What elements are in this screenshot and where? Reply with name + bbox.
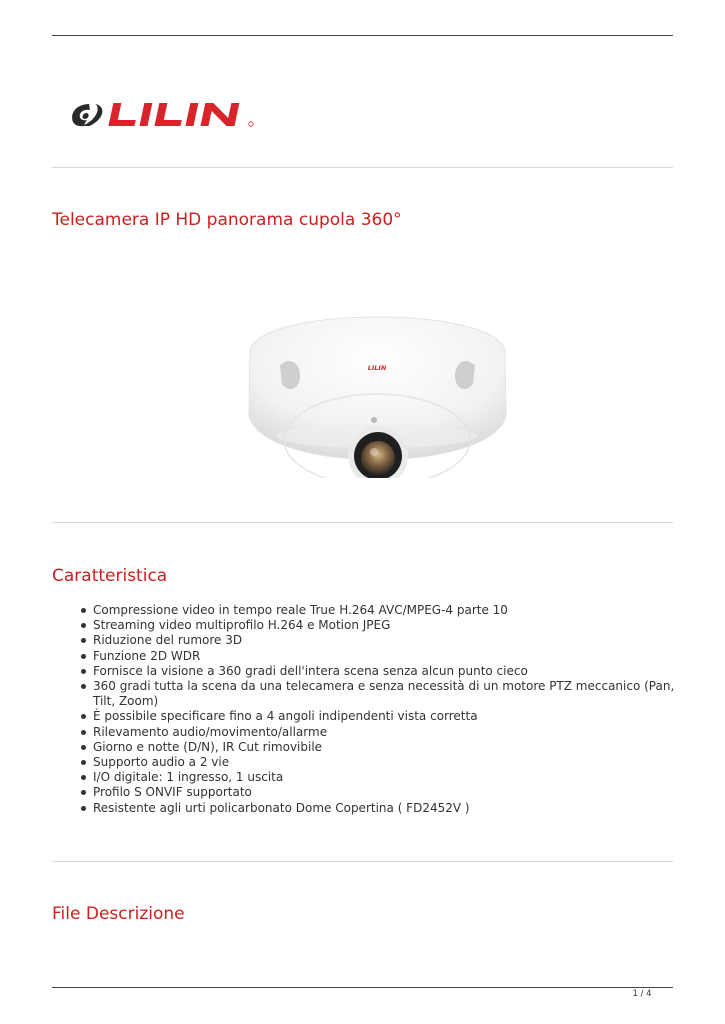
list-item: I/O digitale: 1 ingresso, 1 uscita: [78, 770, 678, 785]
lilin-logo: [70, 100, 256, 130]
features-heading: Caratteristica: [52, 566, 168, 586]
list-item: Streaming video multiprofilo H.264 e Motion JPEG: [78, 618, 678, 633]
features-list: [78, 603, 678, 816]
product-title: Telecamera IP HD panorama cupola 360°: [52, 210, 402, 230]
list-item: È possibile specificare fino a 4 angoli indipendenti vista corretta: [78, 709, 678, 724]
section-divider: [52, 167, 673, 168]
list-item: Compressione video in tempo reale True H.264 AVC/MPEG-4 parte 10: [78, 603, 678, 618]
list-item: Rilevamento audio/movimento/allarme: [78, 725, 678, 740]
list-item: Funzione 2D WDR: [78, 649, 678, 664]
footer-rule: [52, 987, 673, 988]
top-rule: [52, 35, 673, 36]
list-item: Supporto audio a 2 vie: [78, 755, 678, 770]
list-item: Riduzione del rumore 3D: [78, 633, 678, 648]
list-item: 360 gradi tutta la scena da una telecamera e senza necessità di un motore PTZ meccanico (Pan, Tilt, Zoom): [78, 679, 678, 709]
list-item: Giorno e notte (D/N), IR Cut rimovibile: [78, 740, 678, 755]
list-item: Fornisce la visione a 360 gradi dell'intera scena senza alcun punto cieco: [78, 664, 678, 679]
list-item: Resistente agli urti policarbonato Dome Copertina ( FD2452V ): [78, 801, 678, 816]
camera-brand-label: LILIN: [367, 364, 387, 372]
page-number: 1 / 4: [632, 989, 652, 999]
section-divider: [52, 861, 673, 862]
dome-camera-image: [240, 288, 515, 478]
list-item: Profilo S ONVIF supportato: [78, 785, 678, 800]
file-description-heading: File Descrizione: [52, 904, 185, 924]
section-divider: [52, 522, 673, 523]
